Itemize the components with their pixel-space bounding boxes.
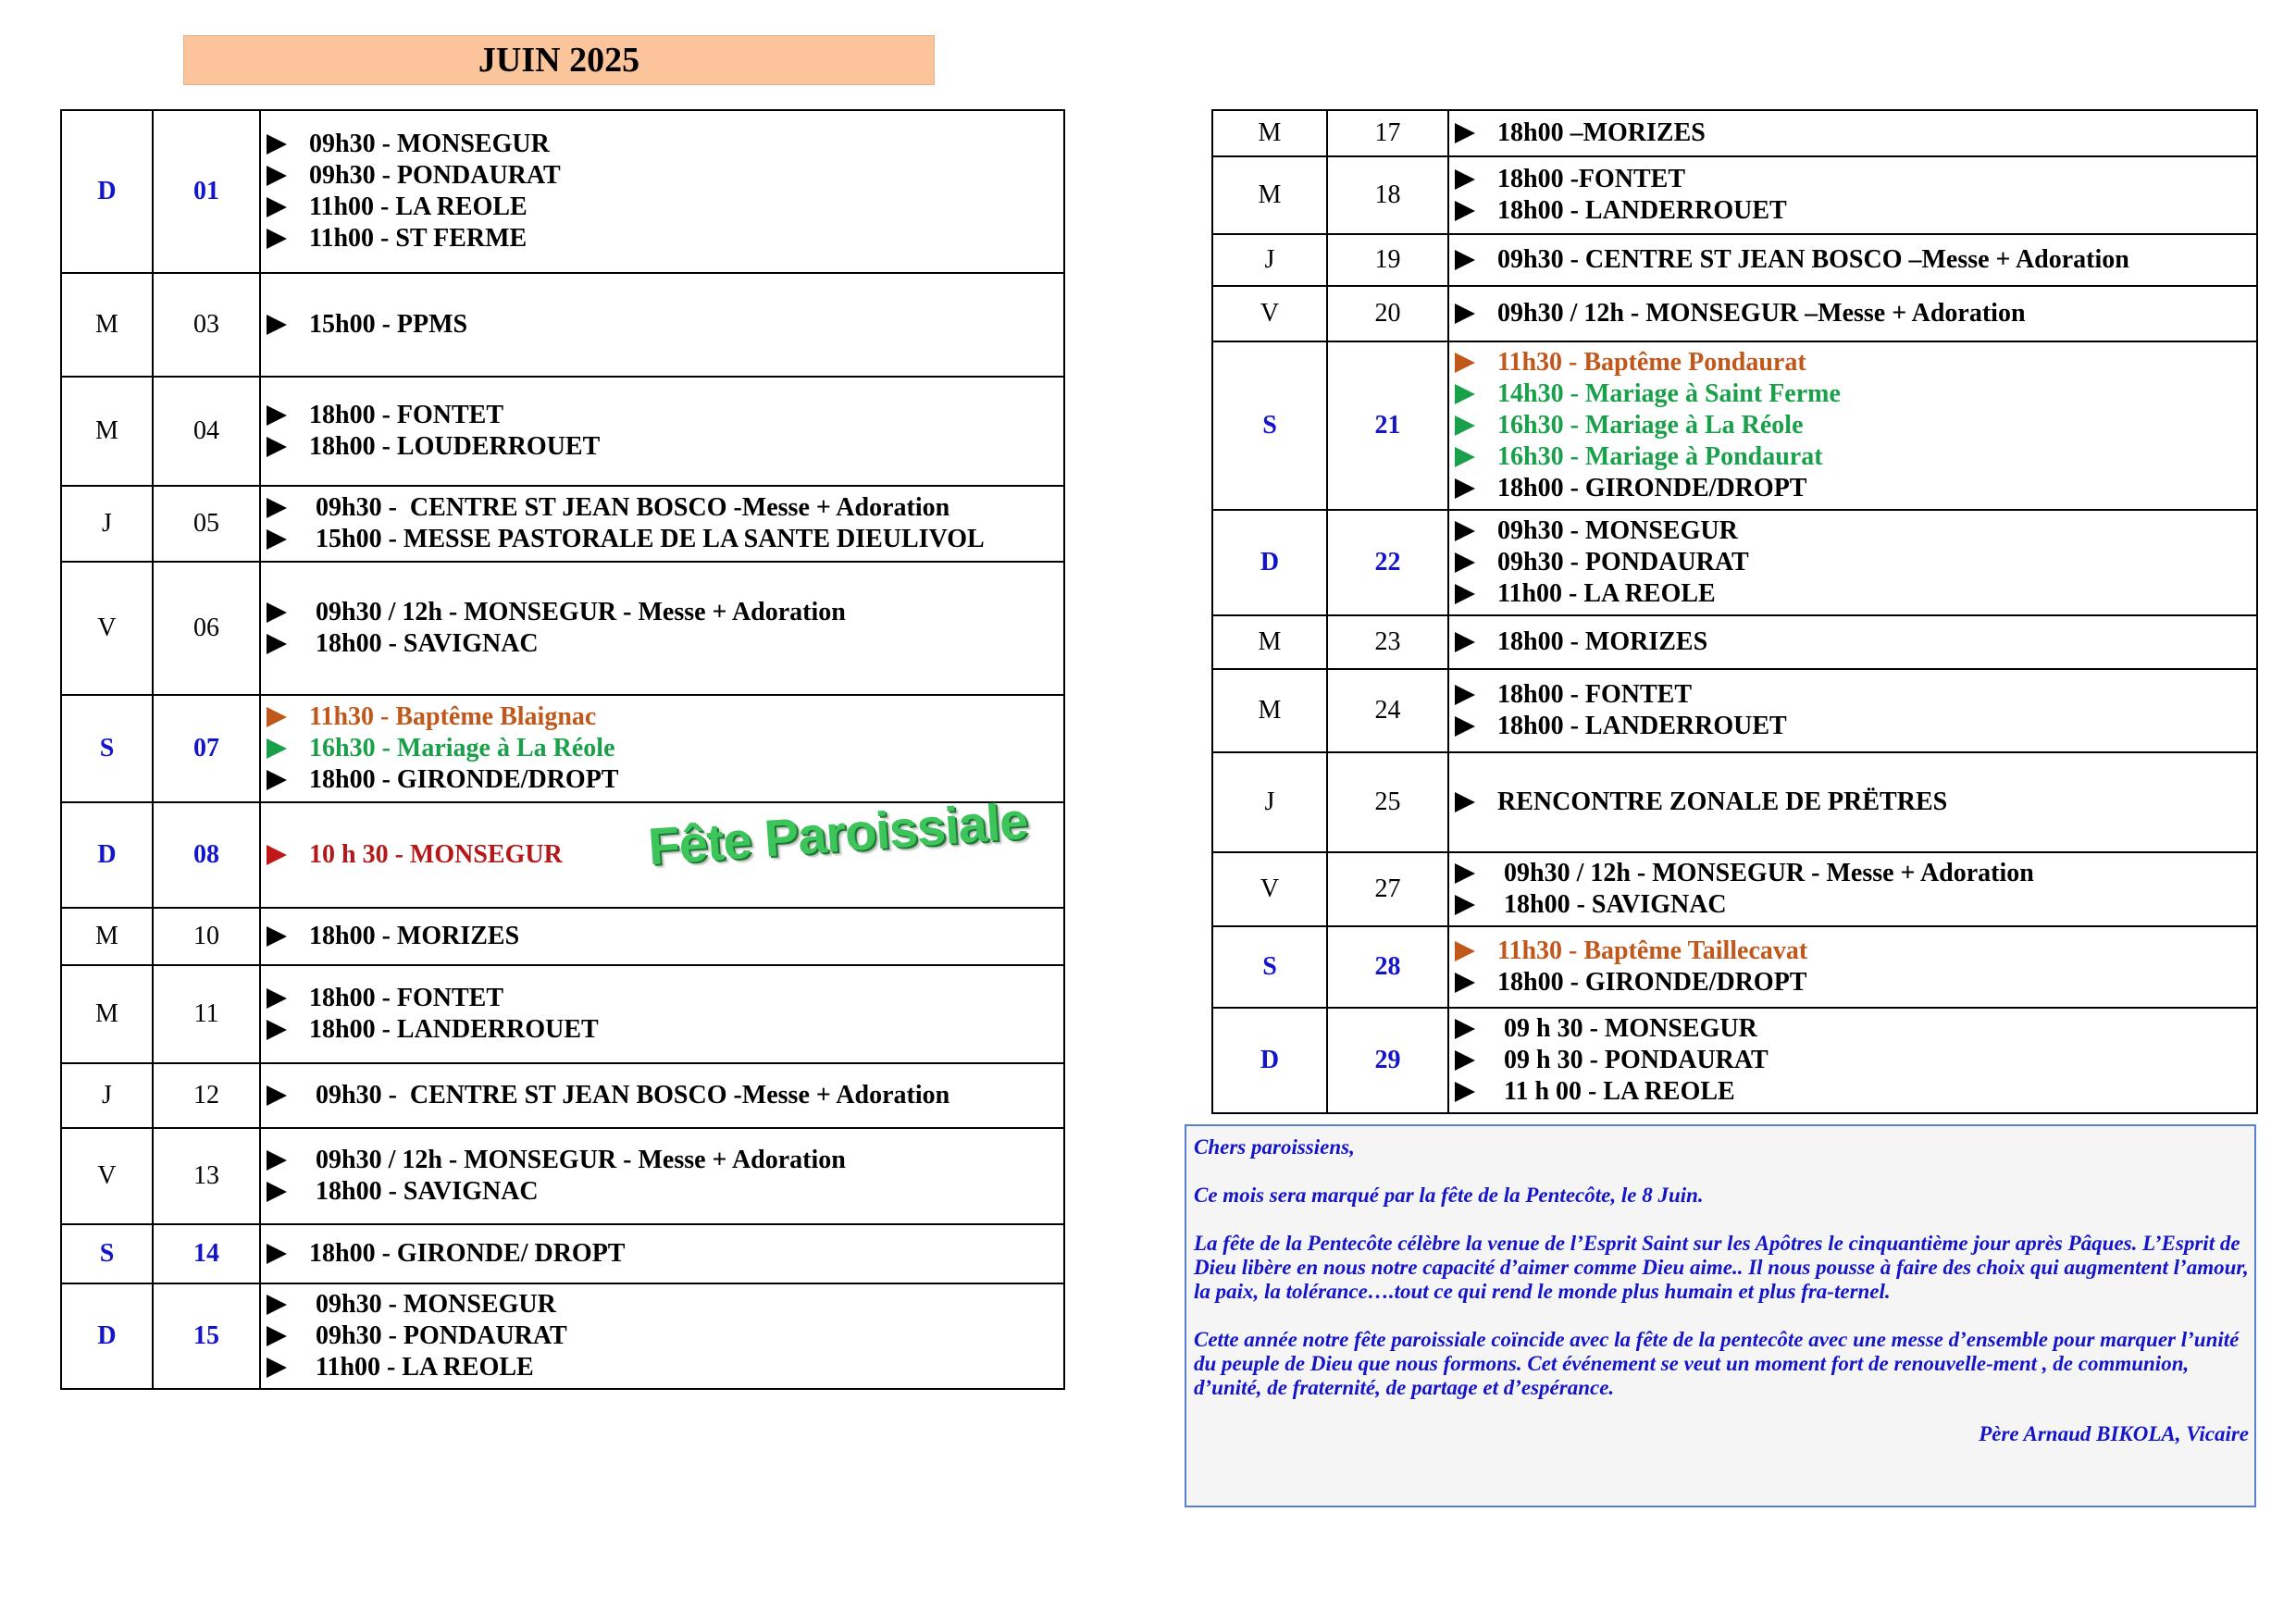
date-cell: 06 bbox=[153, 562, 260, 695]
event-item bbox=[1455, 195, 2256, 227]
event-item bbox=[1455, 244, 2256, 276]
event-text: 09h30 / 12h - MONSEGUR - Messe + Adoration bbox=[309, 598, 846, 626]
event-item bbox=[267, 1352, 1063, 1383]
event-text: 18h00 - GIRONDE/ DROPT bbox=[309, 1239, 626, 1268]
arrow-bullet-icon bbox=[267, 845, 287, 865]
weekday-cell: D bbox=[61, 802, 153, 908]
schedule-row bbox=[1212, 156, 2257, 234]
events-cell bbox=[1448, 1008, 2257, 1113]
event-item bbox=[1455, 967, 2256, 998]
event-text: 09h30 - PONDAURAT bbox=[309, 161, 561, 190]
event-item bbox=[1455, 515, 2256, 547]
event-text: 18h00 - MORIZES bbox=[309, 922, 520, 950]
arrow-bullet-icon bbox=[267, 1182, 287, 1202]
date-cell: 25 bbox=[1327, 752, 1448, 852]
event-text: 09h30 - CENTRE ST JEAN BOSCO –Messe + Adoration bbox=[1497, 245, 2129, 274]
events-cell bbox=[260, 273, 1064, 377]
weekday-cell: S bbox=[1212, 926, 1327, 1008]
date-cell: 01 bbox=[153, 110, 260, 273]
event-item bbox=[1455, 578, 2256, 610]
pastoral-letter bbox=[1185, 1124, 2256, 1507]
events-cell bbox=[260, 562, 1064, 695]
event-text: 14h30 - Mariage à Saint Ferme bbox=[1497, 379, 1841, 408]
event-item bbox=[267, 701, 1063, 733]
events-cell bbox=[1448, 615, 2257, 669]
event-item bbox=[1455, 1045, 2256, 1076]
schedule-table-right bbox=[1211, 109, 2258, 1114]
month-title: JUIN 2025 bbox=[183, 35, 935, 85]
schedule-row bbox=[61, 1283, 1064, 1389]
schedule-row bbox=[61, 965, 1064, 1063]
letter-paragraph-1: Ce mois sera marqué par la fête de la Pentecôte, le 8 Juin. bbox=[1194, 1184, 1704, 1207]
schedule-row bbox=[1212, 286, 2257, 341]
arrow-bullet-icon bbox=[1455, 304, 1475, 324]
event-text: 15h00 - PPMS bbox=[309, 310, 468, 339]
date-cell: 28 bbox=[1327, 926, 1448, 1008]
letter-paragraph-3: Cette année notre fête paroissiale coïncide avec la fête de la pentecôte avec une messe d’ensemble pour marquer l’unité du peuple de Dieu que nous formons. Cet événement se veut un moment fort de renouvelle-ment , de communion, d’unité, de fraternité, de partage et d’espérance. bbox=[1194, 1328, 2240, 1399]
event-text: 18h00 - GIRONDE/DROPT bbox=[309, 765, 619, 794]
date-cell: 12 bbox=[153, 1063, 260, 1128]
event-text: 09 h 30 - PONDAURAT bbox=[1497, 1046, 1769, 1074]
event-item bbox=[1455, 889, 2256, 921]
weekday-cell: V bbox=[61, 562, 153, 695]
date-cell: 18 bbox=[1327, 156, 1448, 234]
event-item bbox=[1455, 164, 2256, 195]
arrow-bullet-icon bbox=[267, 634, 287, 654]
event-text: 16h30 - Mariage à La Réole bbox=[309, 734, 615, 762]
weekday-cell: M bbox=[1212, 615, 1327, 669]
event-item bbox=[267, 400, 1063, 431]
events-cell bbox=[1448, 752, 2257, 852]
events-cell bbox=[260, 1128, 1064, 1224]
arrow-bullet-icon bbox=[267, 1150, 287, 1171]
event-text: 09h30 / 12h - MONSEGUR - Messe + Adoration bbox=[1497, 859, 2034, 887]
date-cell: 10 bbox=[153, 908, 260, 965]
arrow-bullet-icon bbox=[1455, 1050, 1475, 1071]
weekday-cell: M bbox=[1212, 669, 1327, 752]
weekday-cell: J bbox=[1212, 752, 1327, 852]
event-item bbox=[267, 597, 1063, 628]
arrow-bullet-icon bbox=[1455, 863, 1475, 884]
event-text: 11h30 - Baptême Pondaurat bbox=[1497, 348, 1806, 377]
event-text: 18h00 - LANDERROUET bbox=[1497, 712, 1787, 740]
event-item bbox=[267, 1289, 1063, 1320]
event-text: 11h00 - ST FERME bbox=[309, 224, 527, 253]
arrow-bullet-icon bbox=[267, 1357, 287, 1378]
event-item bbox=[1455, 1076, 2256, 1108]
arrow-bullet-icon bbox=[267, 602, 287, 623]
events-cell bbox=[1448, 341, 2257, 510]
event-text: 11h00 - LA REOLE bbox=[309, 1353, 534, 1382]
arrow-bullet-icon bbox=[267, 770, 287, 790]
date-cell: 21 bbox=[1327, 341, 1448, 510]
arrow-bullet-icon bbox=[267, 166, 287, 186]
event-text: RENCONTRE ZONALE DE PRËTRES bbox=[1497, 787, 1948, 816]
arrow-bullet-icon bbox=[1455, 941, 1475, 961]
events-cell bbox=[260, 695, 1064, 802]
events-cell bbox=[260, 1224, 1064, 1283]
events-cell bbox=[1448, 510, 2257, 615]
event-item bbox=[267, 160, 1063, 192]
date-cell: 11 bbox=[153, 965, 260, 1063]
schedule-row bbox=[1212, 341, 2257, 510]
event-text: 09h30 - CENTRE ST JEAN BOSCO -Messe + Adoration bbox=[309, 493, 950, 522]
event-text: 18h00 - LANDERROUET bbox=[309, 1015, 599, 1044]
arrow-bullet-icon bbox=[267, 1085, 287, 1106]
arrow-bullet-icon bbox=[267, 1020, 287, 1040]
event-text: 09h30 / 12h - MONSEGUR - Messe + Adoration bbox=[309, 1146, 846, 1174]
event-item bbox=[1455, 936, 2256, 967]
events-cell bbox=[1448, 286, 2257, 341]
event-text: 18h00 -FONTET bbox=[1497, 165, 1686, 193]
event-item bbox=[267, 223, 1063, 254]
event-text: 18h00 –MORIZES bbox=[1497, 118, 1706, 147]
date-cell: 05 bbox=[153, 486, 260, 562]
schedule-row bbox=[61, 273, 1064, 377]
date-cell: 22 bbox=[1327, 510, 1448, 615]
event-text: 18h00 - GIRONDE/DROPT bbox=[1497, 474, 1807, 502]
arrow-bullet-icon bbox=[1455, 447, 1475, 467]
weekday-cell: J bbox=[61, 486, 153, 562]
schedule-row bbox=[61, 377, 1064, 486]
weekday-cell: D bbox=[1212, 1008, 1327, 1113]
event-item bbox=[267, 129, 1063, 160]
events-cell bbox=[260, 377, 1064, 486]
event-text: 18h00 - SAVIGNAC bbox=[309, 1177, 539, 1206]
arrow-bullet-icon bbox=[267, 229, 287, 249]
event-item bbox=[267, 764, 1063, 796]
event-text: 09h30 - MONSEGUR bbox=[309, 130, 550, 158]
letter-greeting: Chers paroissiens, bbox=[1194, 1135, 1355, 1159]
event-text: 09 h 30 - MONSEGUR bbox=[1497, 1014, 1757, 1043]
weekday-cell: M bbox=[61, 273, 153, 377]
arrow-bullet-icon bbox=[1455, 384, 1475, 404]
schedule-row bbox=[61, 695, 1064, 802]
arrow-bullet-icon bbox=[267, 988, 287, 1009]
event-item bbox=[1455, 118, 2256, 149]
event-item bbox=[1455, 378, 2256, 410]
event-text: 18h00 - FONTET bbox=[309, 401, 504, 429]
arrow-bullet-icon bbox=[1455, 1019, 1475, 1039]
arrow-bullet-icon bbox=[1455, 716, 1475, 737]
event-item bbox=[267, 921, 1063, 952]
event-text: 15h00 - MESSE PASTORALE DE LA SANTE DIEULIVOL bbox=[309, 525, 985, 553]
weekday-cell: S bbox=[61, 1224, 153, 1283]
event-item bbox=[1455, 787, 2256, 818]
event-item bbox=[267, 492, 1063, 524]
schedule-row bbox=[1212, 1008, 2257, 1113]
date-cell: 14 bbox=[153, 1224, 260, 1283]
event-text: 18h00 - SAVIGNAC bbox=[309, 629, 539, 658]
arrow-bullet-icon bbox=[1455, 169, 1475, 190]
arrow-bullet-icon bbox=[267, 1326, 287, 1346]
date-cell: 23 bbox=[1327, 615, 1448, 669]
event-text: 10 h 30 - MONSEGUR bbox=[309, 840, 563, 869]
schedule-row bbox=[1212, 669, 2257, 752]
schedule-row bbox=[1212, 852, 2257, 926]
weekday-cell: M bbox=[1212, 110, 1327, 156]
weekday-cell: J bbox=[1212, 234, 1327, 286]
fete-paroissiale-wordart: Fête Paroissiale bbox=[646, 790, 1030, 876]
event-item bbox=[1455, 547, 2256, 578]
arrow-bullet-icon bbox=[1455, 584, 1475, 604]
events-cell bbox=[260, 1283, 1064, 1389]
arrow-bullet-icon bbox=[267, 529, 287, 550]
event-text: 18h00 - FONTET bbox=[1497, 680, 1693, 709]
event-item bbox=[267, 1014, 1063, 1046]
weekday-cell: M bbox=[61, 377, 153, 486]
event-item bbox=[267, 1145, 1063, 1176]
arrow-bullet-icon bbox=[1455, 632, 1475, 652]
event-item bbox=[1455, 441, 2256, 473]
date-cell: 08 bbox=[153, 802, 260, 908]
event-text: 18h00 - SAVIGNAC bbox=[1497, 890, 1727, 919]
event-item bbox=[267, 524, 1063, 555]
date-cell: 27 bbox=[1327, 852, 1448, 926]
arrow-bullet-icon bbox=[1455, 415, 1475, 436]
events-cell bbox=[1448, 234, 2257, 286]
events-cell bbox=[1448, 926, 2257, 1008]
event-text: 11h30 - Baptême Blaignac bbox=[309, 702, 597, 731]
event-item bbox=[267, 628, 1063, 660]
event-text: 18h00 - GIRONDE/DROPT bbox=[1497, 968, 1807, 997]
weekday-cell: V bbox=[61, 1128, 153, 1224]
event-text: 16h30 - Mariage à La Réole bbox=[1497, 411, 1804, 440]
event-text: 09h30 - MONSEGUR bbox=[309, 1290, 556, 1319]
events-cell bbox=[260, 965, 1064, 1063]
weekday-cell: V bbox=[1212, 286, 1327, 341]
event-text: 09h30 - CENTRE ST JEAN BOSCO -Messe + Adoration bbox=[309, 1081, 950, 1110]
event-item bbox=[267, 983, 1063, 1014]
schedule-row bbox=[1212, 615, 2257, 669]
events-cell bbox=[1448, 156, 2257, 234]
event-item bbox=[1455, 298, 2256, 329]
arrow-bullet-icon bbox=[267, 498, 287, 518]
event-item bbox=[1455, 473, 2256, 504]
event-text: 18h00 - LOUDERROUET bbox=[309, 432, 601, 461]
weekday-cell: V bbox=[1212, 852, 1327, 926]
weekday-cell: S bbox=[61, 695, 153, 802]
event-text: 09h30 - PONDAURAT bbox=[1497, 548, 1749, 576]
event-item bbox=[1455, 858, 2256, 889]
event-text: 18h00 - MORIZES bbox=[1497, 627, 1708, 656]
schedule-row bbox=[61, 562, 1064, 695]
arrow-bullet-icon bbox=[1455, 521, 1475, 541]
event-item bbox=[267, 733, 1063, 764]
weekday-cell: D bbox=[61, 110, 153, 273]
date-cell: 20 bbox=[1327, 286, 1448, 341]
event-text: 11 h 00 - LA REOLE bbox=[1497, 1077, 1735, 1106]
schedule-row bbox=[61, 1063, 1064, 1128]
arrow-bullet-icon bbox=[1455, 478, 1475, 499]
event-item bbox=[267, 1320, 1063, 1352]
weekday-cell: M bbox=[61, 908, 153, 965]
event-item bbox=[1455, 626, 2256, 658]
arrow-bullet-icon bbox=[267, 315, 287, 335]
event-item bbox=[267, 309, 1063, 341]
schedule-table-left bbox=[60, 109, 1065, 1390]
date-cell: 03 bbox=[153, 273, 260, 377]
arrow-bullet-icon bbox=[267, 1295, 287, 1315]
schedule-row bbox=[61, 110, 1064, 273]
arrow-bullet-icon bbox=[1455, 895, 1475, 915]
weekday-cell: J bbox=[61, 1063, 153, 1128]
events-cell bbox=[260, 908, 1064, 965]
date-cell: 24 bbox=[1327, 669, 1448, 752]
event-item bbox=[1455, 1013, 2256, 1045]
schedule-row bbox=[61, 1128, 1064, 1224]
events-cell bbox=[1448, 110, 2257, 156]
events-cell bbox=[260, 1063, 1064, 1128]
event-item bbox=[267, 431, 1063, 463]
arrow-bullet-icon bbox=[1455, 123, 1475, 143]
event-text: 16h30 - Mariage à Pondaurat bbox=[1497, 442, 1823, 471]
date-cell: 29 bbox=[1327, 1008, 1448, 1113]
schedule-row bbox=[61, 908, 1064, 965]
event-text: 11h00 - LA REOLE bbox=[309, 192, 527, 221]
events-cell bbox=[260, 110, 1064, 273]
letter-signature: Père Arnaud BIKOLA, Vicaire bbox=[1979, 1422, 2249, 1445]
schedule-row bbox=[1212, 926, 2257, 1008]
arrow-bullet-icon bbox=[267, 405, 287, 426]
arrow-bullet-icon bbox=[1455, 973, 1475, 993]
event-item bbox=[1455, 679, 2256, 711]
arrow-bullet-icon bbox=[1455, 353, 1475, 373]
event-text: 18h00 - LANDERROUET bbox=[1497, 196, 1787, 225]
arrow-bullet-icon bbox=[267, 437, 287, 457]
weekday-cell: S bbox=[1212, 341, 1327, 510]
date-cell: 17 bbox=[1327, 110, 1448, 156]
arrow-bullet-icon bbox=[267, 197, 287, 217]
event-text: 09h30 - MONSEGUR bbox=[1497, 516, 1738, 545]
arrow-bullet-icon bbox=[1455, 792, 1475, 812]
event-text: 09h30 / 12h - MONSEGUR –Messe + Adoration bbox=[1497, 299, 2026, 328]
event-item bbox=[1455, 410, 2256, 441]
arrow-bullet-icon bbox=[267, 1244, 287, 1264]
event-item bbox=[267, 1080, 1063, 1111]
date-cell: 13 bbox=[153, 1128, 260, 1224]
arrow-bullet-icon bbox=[1455, 552, 1475, 573]
events-cell bbox=[1448, 852, 2257, 926]
event-text: 11h00 - LA REOLE bbox=[1497, 579, 1716, 608]
date-cell: 07 bbox=[153, 695, 260, 802]
weekday-cell: D bbox=[1212, 510, 1327, 615]
weekday-cell: M bbox=[1212, 156, 1327, 234]
arrow-bullet-icon bbox=[267, 926, 287, 947]
schedule-row bbox=[1212, 234, 2257, 286]
event-text: 11h30 - Baptême Taillecavat bbox=[1497, 936, 1808, 965]
events-cell bbox=[1448, 669, 2257, 752]
schedule-row bbox=[61, 1224, 1064, 1283]
event-item bbox=[1455, 347, 2256, 378]
letter-paragraph-2: La fête de la Pentecôte célèbre la venue de l’Esprit Saint sur les Apôtres le cinquantième jour après Pâques. L’Esprit de Dieu libère en nous notre capacité d’aimer comme Dieu aime.. Il nous pousse à faire des choix qui augmentent l’amour, la paix, la tolérance….tout ce qui rend le monde plus humain et plus fra-ternel. bbox=[1194, 1232, 2249, 1303]
arrow-bullet-icon bbox=[1455, 250, 1475, 270]
schedule-row bbox=[1212, 510, 2257, 615]
arrow-bullet-icon bbox=[1455, 201, 1475, 221]
event-item bbox=[267, 1176, 1063, 1208]
arrow-bullet-icon bbox=[267, 134, 287, 155]
date-cell: 04 bbox=[153, 377, 260, 486]
date-cell: 19 bbox=[1327, 234, 1448, 286]
arrow-bullet-icon bbox=[1455, 1082, 1475, 1102]
event-text: 09h30 - PONDAURAT bbox=[309, 1321, 567, 1350]
schedule-row bbox=[61, 486, 1064, 562]
events-cell bbox=[260, 486, 1064, 562]
weekday-cell: M bbox=[61, 965, 153, 1063]
event-text: 18h00 - FONTET bbox=[309, 984, 504, 1012]
arrow-bullet-icon bbox=[1455, 685, 1475, 705]
arrow-bullet-icon bbox=[267, 738, 287, 759]
weekday-cell: D bbox=[61, 1283, 153, 1389]
arrow-bullet-icon bbox=[267, 707, 287, 727]
schedule-row bbox=[1212, 110, 2257, 156]
event-item bbox=[267, 192, 1063, 223]
event-item bbox=[267, 1238, 1063, 1270]
event-item bbox=[1455, 711, 2256, 742]
date-cell: 15 bbox=[153, 1283, 260, 1389]
schedule-row bbox=[1212, 752, 2257, 852]
